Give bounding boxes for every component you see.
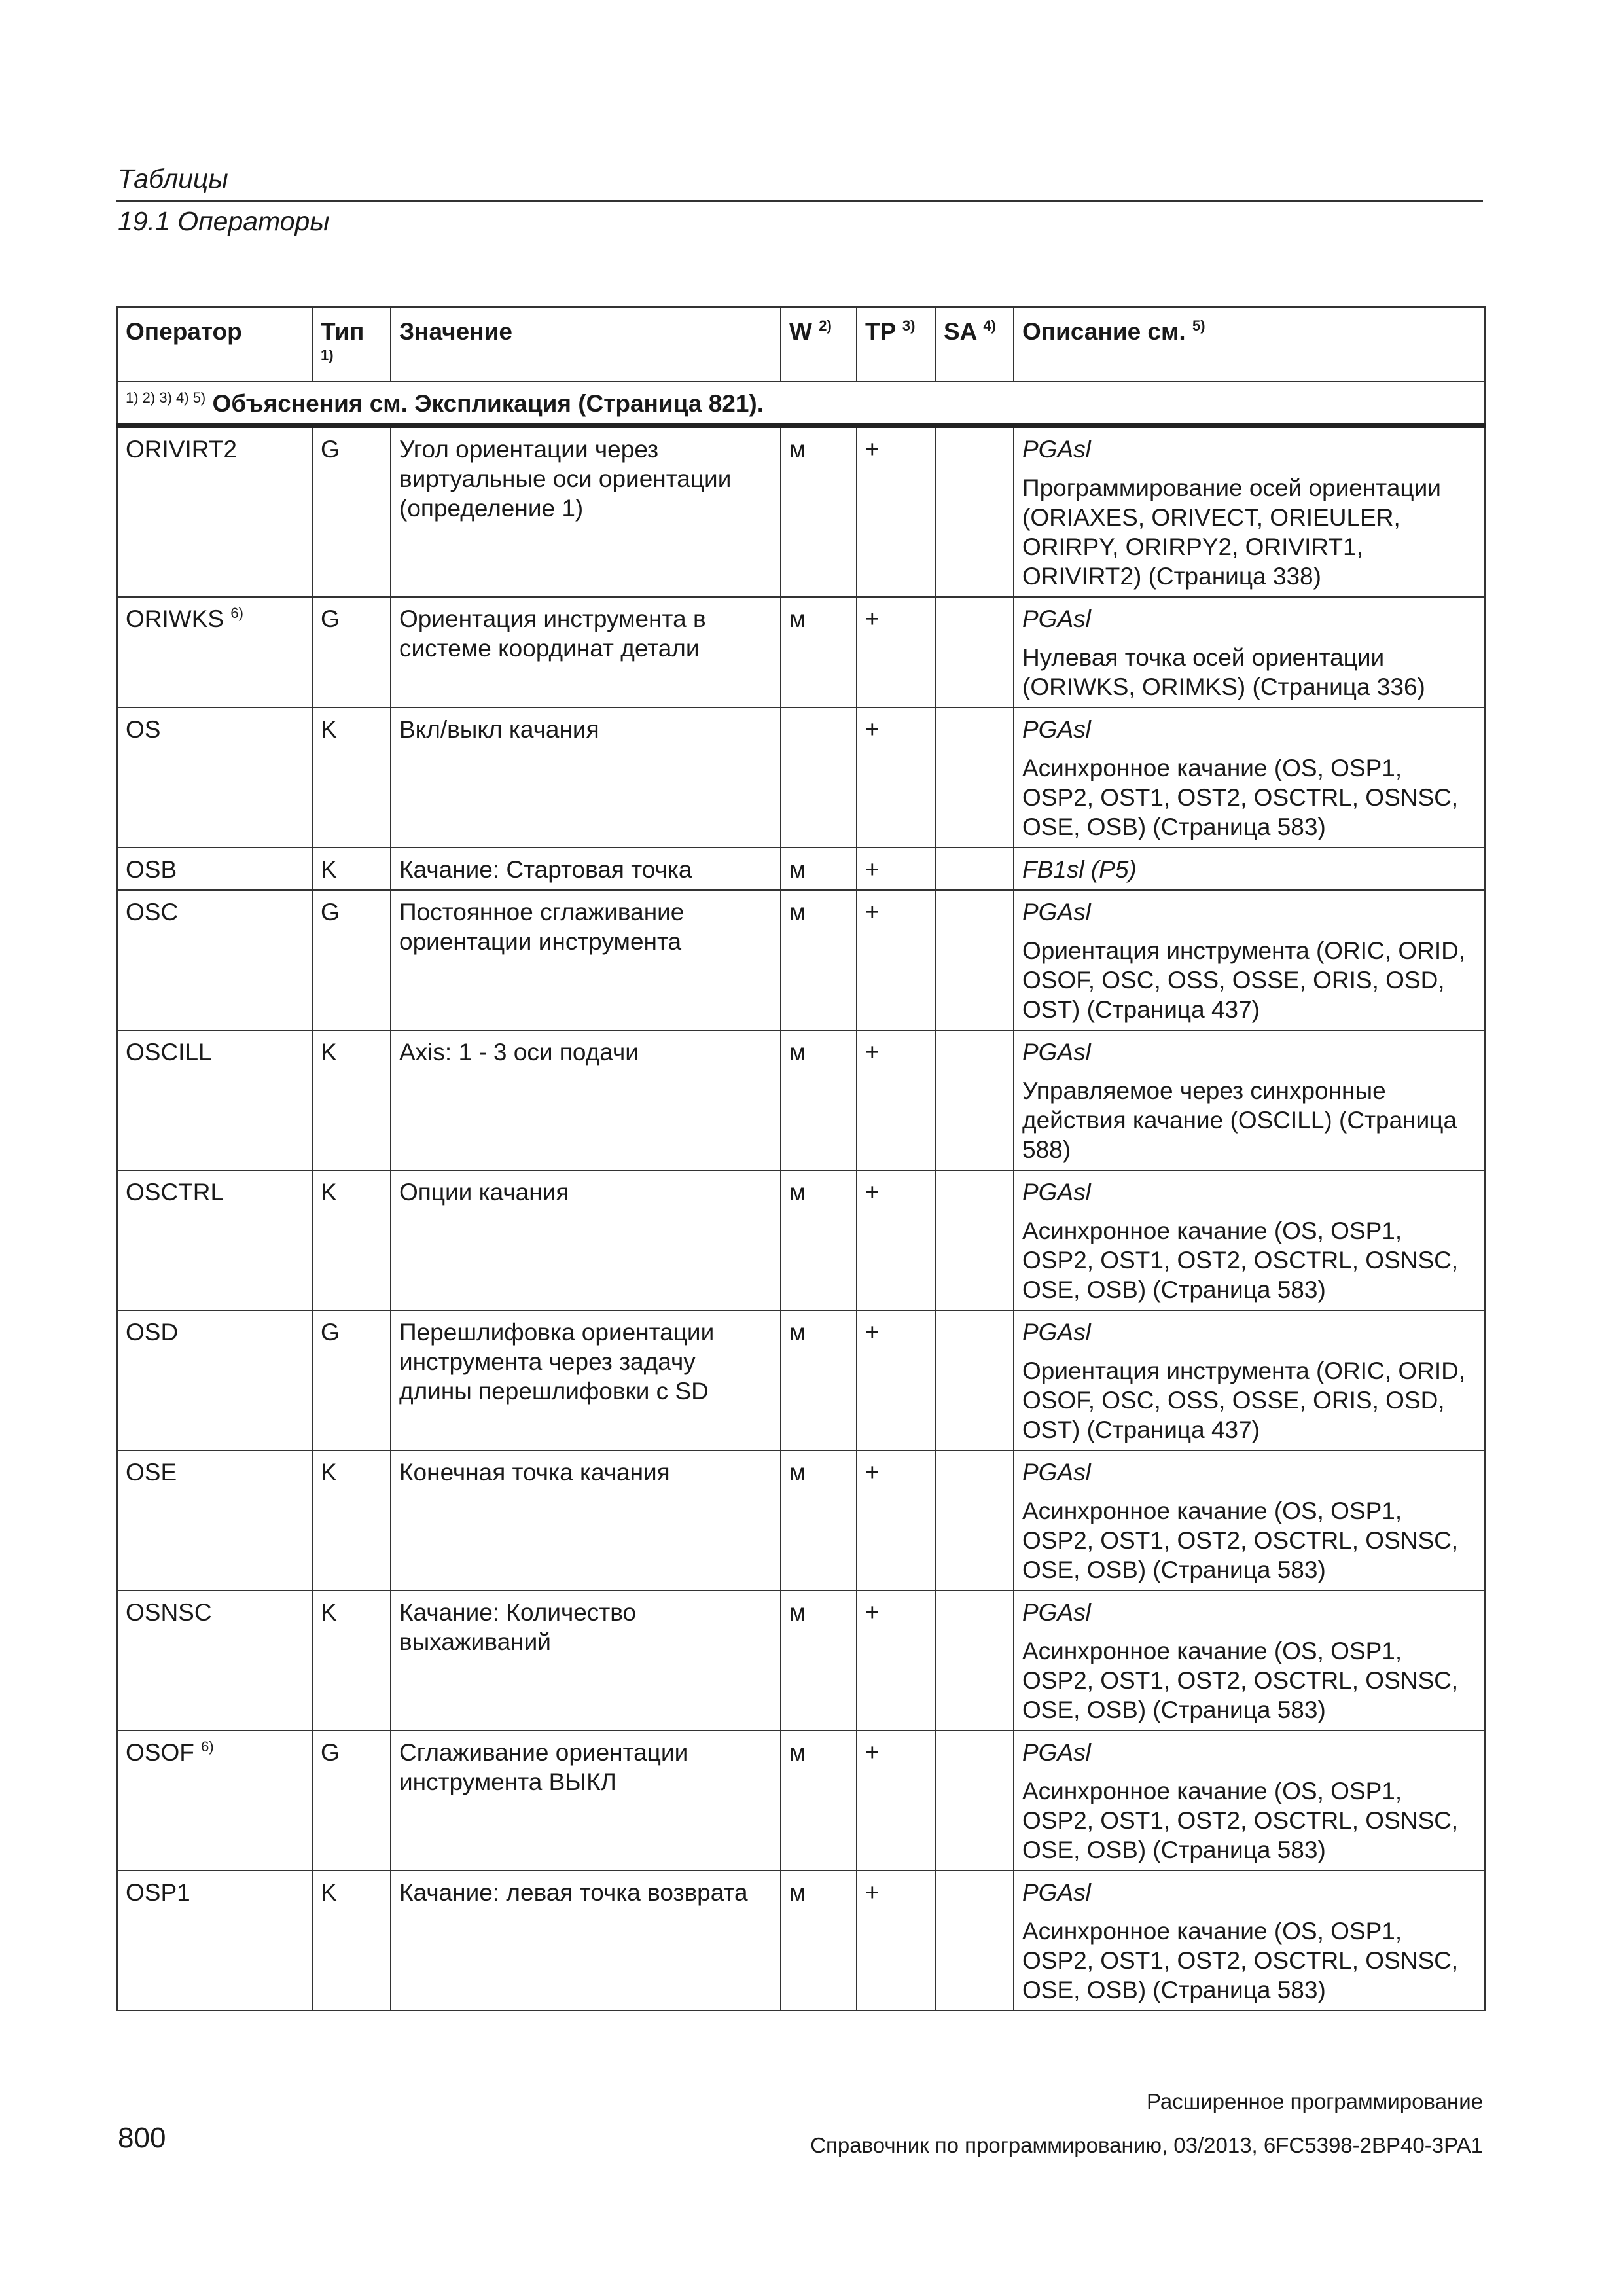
- type-value: K: [321, 1039, 337, 1066]
- tp-value: +: [865, 1179, 880, 1206]
- type-value: K: [321, 1879, 337, 1906]
- cell-operator: [117, 1731, 312, 1871]
- table-row: [117, 1871, 1485, 2011]
- w-value: м: [789, 605, 806, 632]
- column-label: W: [789, 318, 812, 345]
- operator-name: OSD: [126, 1319, 179, 1346]
- table-row: [117, 848, 1485, 890]
- description-text: Асинхронное качание (OS, OSP1, OSP2, OST1, OST2, OSCTRL, OSNSC, OSE, OSB) (Страница 583): [1022, 1918, 1459, 2003]
- cell-description: [1014, 1030, 1485, 1170]
- operator-name: OSCILL: [126, 1039, 212, 1066]
- meaning-text: Постоянное сглаживание ориентации инструмента: [399, 899, 685, 955]
- cell-tp: [857, 1030, 935, 1170]
- description-text: Асинхронное качание (OS, OSP1, OSP2, OST1, OST2, OSCTRL, OSNSC, OSE, OSB) (Страница 583): [1022, 755, 1459, 840]
- cell-tp: [857, 426, 935, 598]
- cell-description: [1014, 597, 1485, 708]
- reference-link[interactable]: PGAsl: [1022, 716, 1091, 743]
- cell-meaning: [391, 708, 781, 848]
- operator-name: OSB: [126, 856, 177, 883]
- column-header-meaning: [391, 307, 781, 382]
- description-text: Асинхронное качание (OS, OSP1, OSP2, OST1, OST2, OSCTRL, OSNSC, OSE, OSB) (Страница 583): [1022, 1778, 1459, 1863]
- cell-operator: [117, 1871, 312, 2011]
- cell-type: [312, 426, 391, 598]
- table-header-row: [117, 307, 1485, 382]
- cell-meaning: [391, 1590, 781, 1731]
- tp-value: +: [865, 436, 880, 463]
- table-row: [117, 708, 1485, 848]
- cell-w: [781, 1731, 857, 1871]
- column-label: TP: [865, 318, 896, 345]
- cell-operator: [117, 848, 312, 890]
- table-row: [117, 1310, 1485, 1450]
- reference-link[interactable]: FB1sl (P5): [1022, 856, 1137, 883]
- cell-type: [312, 848, 391, 890]
- cell-type: [312, 708, 391, 848]
- cell-w: [781, 1310, 857, 1450]
- cell-type: [312, 1871, 391, 2011]
- cell-sa: [935, 1731, 1014, 1871]
- operators-table: [116, 306, 1486, 2011]
- column-label: Тип: [321, 318, 365, 345]
- cell-sa: [935, 708, 1014, 848]
- cell-w: [781, 708, 857, 848]
- type-value: G: [321, 1739, 340, 1766]
- cell-sa: [935, 1030, 1014, 1170]
- cell-operator: [117, 1030, 312, 1170]
- w-value: м: [789, 899, 806, 925]
- reference-link[interactable]: PGAsl: [1022, 1459, 1091, 1486]
- tp-value: +: [865, 899, 880, 925]
- tp-value: +: [865, 856, 880, 883]
- type-value: G: [321, 436, 340, 463]
- cell-operator: [117, 597, 312, 708]
- cell-operator: [117, 1310, 312, 1450]
- cell-tp: [857, 848, 935, 890]
- meaning-text: Качание: левая точка возврата: [399, 1879, 748, 1906]
- cell-w: [781, 1450, 857, 1590]
- table-body: [117, 426, 1485, 2011]
- cell-operator: [117, 1170, 312, 1310]
- type-value: G: [321, 605, 340, 632]
- header-rule: [116, 200, 1483, 202]
- chapter-title: Таблицы: [118, 164, 228, 194]
- cell-sa: [935, 1871, 1014, 2011]
- footnote-mark: 6): [230, 605, 243, 621]
- table-row: [117, 1731, 1485, 1871]
- cell-tp: [857, 1590, 935, 1731]
- cell-sa: [935, 1590, 1014, 1731]
- tp-value: +: [865, 1599, 880, 1626]
- column-header-tp: [857, 307, 935, 382]
- meaning-text: Качание: Стартовая точка: [399, 856, 692, 883]
- column-label: Описание см.: [1022, 318, 1186, 345]
- footnote-mark: 1): [321, 347, 334, 363]
- w-value: м: [789, 856, 806, 883]
- cell-description: [1014, 708, 1485, 848]
- legend-text: Объяснения см. Экспликация (Страница 821).: [212, 390, 764, 417]
- column-label: Значение: [399, 318, 512, 345]
- cell-meaning: [391, 1030, 781, 1170]
- cell-tp: [857, 597, 935, 708]
- cell-w: [781, 1871, 857, 2011]
- column-label: Оператор: [126, 318, 242, 345]
- description-text: Нулевая точка осей ориентации (ORIWKS, ORIMKS) (Страница 336): [1022, 644, 1425, 700]
- operator-name: OS: [126, 716, 161, 743]
- cell-operator: [117, 1590, 312, 1731]
- cell-type: [312, 1310, 391, 1450]
- tp-value: +: [865, 716, 880, 743]
- tp-value: +: [865, 1319, 880, 1346]
- cell-tp: [857, 1731, 935, 1871]
- cell-meaning: [391, 1871, 781, 2011]
- tp-value: +: [865, 1459, 880, 1486]
- cell-operator: [117, 426, 312, 598]
- w-value: м: [789, 1739, 806, 1766]
- cell-meaning: [391, 597, 781, 708]
- tp-value: +: [865, 1739, 880, 1766]
- cell-description: [1014, 1871, 1485, 2011]
- cell-description: [1014, 890, 1485, 1030]
- table-row: [117, 1590, 1485, 1731]
- reference-link[interactable]: PGAsl: [1022, 1599, 1091, 1626]
- footnote-mark: 5): [1192, 317, 1205, 334]
- cell-description: [1014, 1170, 1485, 1310]
- cell-type: [312, 597, 391, 708]
- w-value: м: [789, 1459, 806, 1486]
- type-value: G: [321, 899, 340, 925]
- reference-link[interactable]: PGAsl: [1022, 1879, 1091, 1906]
- operator-name: OSP1: [126, 1879, 190, 1906]
- cell-meaning: [391, 1310, 781, 1450]
- reference-link[interactable]: PGAsl: [1022, 436, 1091, 463]
- footnote-mark: 3): [902, 317, 916, 334]
- cell-tp: [857, 708, 935, 848]
- cell-sa: [935, 848, 1014, 890]
- type-value: K: [321, 856, 337, 883]
- cell-w: [781, 1170, 857, 1310]
- cell-type: [312, 1590, 391, 1731]
- cell-tp: [857, 1871, 935, 2011]
- meaning-text: Опции качания: [399, 1179, 569, 1206]
- cell-tp: [857, 890, 935, 1030]
- description-text: Асинхронное качание (OS, OSP1, OSP2, OST1, OST2, OSCTRL, OSNSC, OSE, OSB) (Страница 583): [1022, 1638, 1459, 1723]
- reference-link[interactable]: PGAsl: [1022, 899, 1091, 925]
- footnote-mark: 2): [819, 317, 832, 334]
- meaning-text: Ориентация инструмента в системе координат детали: [399, 605, 706, 662]
- operator-name: ORIWKS: [126, 605, 224, 632]
- meaning-text: Конечная точка качания: [399, 1459, 670, 1486]
- cell-type: [312, 1030, 391, 1170]
- description-text: Программирование осей ориентации (ORIAXES, ORIVECT, ORIEULER, ORIRPY, ORIRPY2, ORIVIRT1, ORIVIRT2) (Страница 338): [1022, 475, 1441, 590]
- table-row: [117, 426, 1485, 598]
- description-text: Ориентация инструмента (ORIC, ORID, OSOF, OSC, OSS, OSSE, ORIS, OSD, OST) (Страница 437): [1022, 937, 1466, 1023]
- column-header-type: [312, 307, 391, 382]
- w-value: м: [789, 1599, 806, 1626]
- cell-description: [1014, 426, 1485, 598]
- footnote-mark: 6): [201, 1738, 214, 1755]
- cell-description: [1014, 1731, 1485, 1871]
- cell-meaning: [391, 890, 781, 1030]
- operator-name: OSOF: [126, 1739, 194, 1766]
- cell-operator: [117, 708, 312, 848]
- page-number: 800: [118, 2122, 166, 2154]
- cell-meaning: [391, 426, 781, 598]
- cell-meaning: [391, 848, 781, 890]
- cell-sa: [935, 1170, 1014, 1310]
- column-header-w: [781, 307, 857, 382]
- section-title: 19.1 Операторы: [118, 206, 330, 236]
- cell-sa: [935, 597, 1014, 708]
- w-value: м: [789, 436, 806, 463]
- cell-w: [781, 890, 857, 1030]
- description-text: Ориентация инструмента (ORIC, ORID, OSOF, OSC, OSS, OSSE, ORIS, OSD, OST) (Страница 437): [1022, 1357, 1466, 1443]
- w-value: м: [789, 1319, 806, 1346]
- cell-w: [781, 426, 857, 598]
- cell-description: [1014, 1450, 1485, 1590]
- cell-type: [312, 890, 391, 1030]
- cell-type: [312, 1450, 391, 1590]
- column-label: SA: [944, 318, 977, 345]
- cell-description: [1014, 1310, 1485, 1450]
- type-value: G: [321, 1319, 340, 1346]
- operator-name: OSC: [126, 899, 179, 925]
- description-text: Управляемое через синхронные действия качание (OSCILL) (Страница 588): [1022, 1077, 1457, 1163]
- table-row: [117, 1450, 1485, 1590]
- table-row: [117, 1030, 1485, 1170]
- tp-value: +: [865, 1879, 880, 1906]
- table-row: [117, 890, 1485, 1030]
- meaning-text: Угол ориентации через виртуальные оси ориентации (определение 1): [399, 436, 732, 522]
- meaning-text: Вкл/выкл качания: [399, 716, 599, 743]
- column-header-sa: [935, 307, 1014, 382]
- description-text: Асинхронное качание (OS, OSP1, OSP2, OST1, OST2, OSCTRL, OSNSC, OSE, OSB) (Страница 583): [1022, 1217, 1459, 1303]
- w-value: м: [789, 1039, 806, 1066]
- cell-operator: [117, 1450, 312, 1590]
- tp-value: +: [865, 1039, 880, 1066]
- cell-operator: [117, 890, 312, 1030]
- cell-meaning: [391, 1731, 781, 1871]
- cell-w: [781, 1590, 857, 1731]
- table-legend-row: [117, 382, 1485, 426]
- w-value: м: [789, 1879, 806, 1906]
- cell-meaning: [391, 1450, 781, 1590]
- type-value: K: [321, 716, 337, 743]
- type-value: K: [321, 1459, 337, 1486]
- reference-link[interactable]: PGAsl: [1022, 1739, 1091, 1766]
- operator-name: ORIVIRT2: [126, 436, 237, 463]
- reference-link[interactable]: PGAsl: [1022, 1179, 1091, 1206]
- footer-subtitle: Справочник по программированию, 03/2013, 6FC5398-2BP40-3PA1: [810, 2133, 1483, 2157]
- column-header-operator: [117, 307, 312, 382]
- cell-tp: [857, 1170, 935, 1310]
- cell-w: [781, 1030, 857, 1170]
- cell-type: [312, 1170, 391, 1310]
- meaning-text: Перешлифовка ориентации инструмента через задачу длины перешлифовки с SD: [399, 1319, 715, 1405]
- cell-w: [781, 597, 857, 708]
- cell-type: [312, 1731, 391, 1871]
- cell-description: [1014, 848, 1485, 890]
- table-row: [117, 1170, 1485, 1310]
- footnote-mark: 4): [983, 317, 996, 334]
- tp-value: +: [865, 605, 880, 632]
- reference-link[interactable]: PGAsl: [1022, 605, 1091, 632]
- meaning-text: Качание: Количество выхаживаний: [399, 1599, 637, 1655]
- cell-tp: [857, 1310, 935, 1450]
- type-value: K: [321, 1599, 337, 1626]
- cell-sa: [935, 1450, 1014, 1590]
- table-row: [117, 597, 1485, 708]
- footnote-mark: 1) 2) 3) 4) 5): [126, 389, 206, 406]
- operator-name: OSCTRL: [126, 1179, 224, 1206]
- operator-name: OSNSC: [126, 1599, 212, 1626]
- cell-description: [1014, 1590, 1485, 1731]
- description-text: Асинхронное качание (OS, OSP1, OSP2, OST1, OST2, OSCTRL, OSNSC, OSE, OSB) (Страница 583): [1022, 1498, 1459, 1583]
- cell-tp: [857, 1450, 935, 1590]
- cell-w: [781, 848, 857, 890]
- reference-link[interactable]: PGAsl: [1022, 1319, 1091, 1346]
- cell-sa: [935, 1310, 1014, 1450]
- meaning-text: Сглаживание ориентации инструмента ВЫКЛ: [399, 1739, 688, 1795]
- cell-sa: [935, 890, 1014, 1030]
- meaning-text: Axis: 1 - 3 оси подачи: [399, 1039, 639, 1066]
- reference-link[interactable]: PGAsl: [1022, 1039, 1091, 1066]
- footer-title: Расширенное программирование: [1146, 2089, 1483, 2113]
- cell-meaning: [391, 1170, 781, 1310]
- cell-sa: [935, 426, 1014, 598]
- legend-cell: [117, 382, 1485, 426]
- operator-name: OSE: [126, 1459, 177, 1486]
- type-value: K: [321, 1179, 337, 1206]
- column-header-description: [1014, 307, 1485, 382]
- w-value: м: [789, 1179, 806, 1206]
